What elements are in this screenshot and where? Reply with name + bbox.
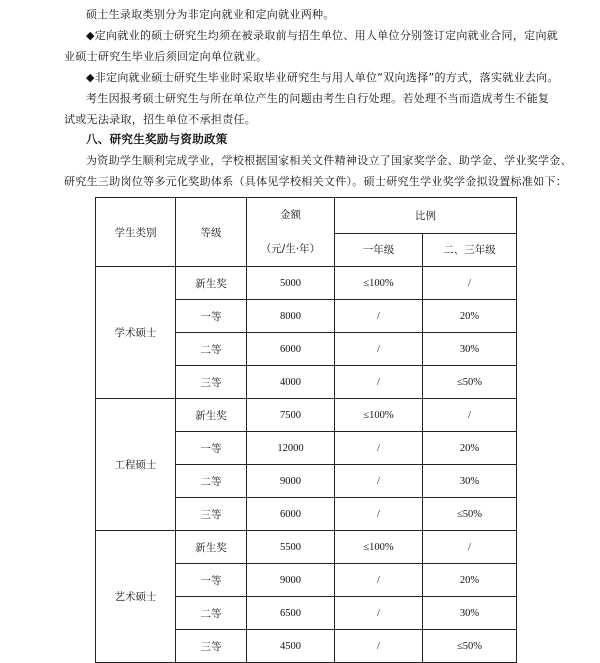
- year1-ratio-cell: /: [335, 498, 423, 531]
- level-cell: 三等: [176, 630, 247, 663]
- level-cell: 三等: [176, 366, 247, 399]
- amount-cell: 6000: [247, 498, 335, 531]
- year1-ratio-cell: ≤100%: [335, 399, 423, 432]
- header-amount-label: 金额: [280, 209, 301, 221]
- amount-cell: 9000: [247, 465, 335, 498]
- paragraph-directed-contract: ◆定向就业的硕士研究生均须在被录取前与招生单位、用人单位分别签订定向就业合同，定向就: [86, 29, 559, 42]
- category-cell: 学术硕士: [96, 267, 176, 399]
- header-year23: 二、三年级: [423, 233, 517, 266]
- year1-ratio-cell: /: [335, 333, 423, 366]
- section-heading: 八、研究生奖励与资助政策: [86, 132, 228, 146]
- year1-ratio-cell: ≤100%: [335, 267, 423, 300]
- level-cell: 新生奖: [176, 531, 247, 564]
- amount-cell: 5500: [247, 531, 335, 564]
- year1-ratio-cell: /: [335, 465, 423, 498]
- category-cell: 工程硕士: [96, 399, 176, 531]
- level-cell: 新生奖: [176, 267, 247, 300]
- table-row: [96, 531, 517, 564]
- amount-cell: 9000: [247, 564, 335, 597]
- level-cell: 二等: [176, 465, 247, 498]
- level-cell: 三等: [176, 498, 247, 531]
- header-amount-unit: （元/生·年）: [260, 243, 321, 255]
- scholarship-table: [95, 197, 517, 663]
- year1-ratio-cell: /: [335, 300, 423, 333]
- year23-ratio-cell: /: [423, 531, 517, 564]
- header-ratio: 比例: [335, 198, 517, 234]
- paragraph-responsibility-cont: 试或无法录取，招生单位不承担责任。: [64, 113, 257, 126]
- year23-ratio-cell: ≤50%: [423, 498, 517, 531]
- level-cell: 二等: [176, 333, 247, 366]
- year1-ratio-cell: ≤100%: [335, 531, 423, 564]
- paragraph-directed-contract-cont: 业硕士研究生毕业后须回定向单位就业。: [64, 50, 268, 63]
- table-row: [96, 267, 517, 300]
- year23-ratio-cell: 30%: [423, 465, 517, 498]
- year23-ratio-cell: /: [423, 267, 517, 300]
- level-cell: 一等: [176, 564, 247, 597]
- level-cell: 新生奖: [176, 399, 247, 432]
- year1-ratio-cell: /: [335, 366, 423, 399]
- level-cell: 一等: [176, 432, 247, 465]
- header-category: 学生类别: [96, 198, 176, 267]
- year1-ratio-cell: /: [335, 597, 423, 630]
- amount-cell: 4000: [247, 366, 335, 399]
- amount-cell: 6000: [247, 333, 335, 366]
- year23-ratio-cell: 20%: [423, 564, 517, 597]
- year23-ratio-cell: ≤50%: [423, 366, 517, 399]
- amount-cell: 7500: [247, 399, 335, 432]
- amount-cell: 4500: [247, 630, 335, 663]
- header-level: 等级: [176, 198, 247, 267]
- amount-cell: 6500: [247, 597, 335, 630]
- year1-ratio-cell: /: [335, 432, 423, 465]
- level-cell: 一等: [176, 300, 247, 333]
- paragraph-funding-intro: 为资助学生顺利完成学业，学校根据国家相关文件精神设立了国家奖学金、助学金、学业奖学金、: [86, 154, 572, 167]
- year23-ratio-cell: 30%: [423, 597, 517, 630]
- table-row: [96, 399, 517, 432]
- amount-cell: 12000: [247, 432, 335, 465]
- year23-ratio-cell: 30%: [423, 333, 517, 366]
- table-body: [96, 267, 517, 663]
- paragraph-admission-types: 硕士生录取类别分为非定向就业和定向就业两种。: [86, 8, 335, 21]
- header-year1: 一年级: [335, 233, 423, 266]
- paragraph-responsibility: 考生因报考硕士研究生与所在单位产生的问题由考生自行处理。若处理不当而造成考生不能复: [86, 92, 550, 105]
- year23-ratio-cell: /: [423, 399, 517, 432]
- header-amount: [247, 198, 335, 267]
- year23-ratio-cell: 20%: [423, 300, 517, 333]
- paragraph-funding-intro-cont: 研究生三助岗位等多元化奖助体系（具体见学校相关文件）。硕士研究生学业奖学金拟设置标准如下：: [64, 175, 567, 188]
- level-cell: 二等: [176, 597, 247, 630]
- category-cell: 艺术硕士: [96, 531, 176, 663]
- year1-ratio-cell: /: [335, 564, 423, 597]
- year23-ratio-cell: ≤50%: [423, 630, 517, 663]
- year23-ratio-cell: 20%: [423, 432, 517, 465]
- year1-ratio-cell: /: [335, 630, 423, 663]
- amount-cell: 5000: [247, 267, 335, 300]
- amount-cell: 8000: [247, 300, 335, 333]
- paragraph-non-directed: ◆非定向就业硕士研究生毕业时采取毕业研究生与用人单位“双向选择”的方式，落实就业去向。: [86, 71, 559, 84]
